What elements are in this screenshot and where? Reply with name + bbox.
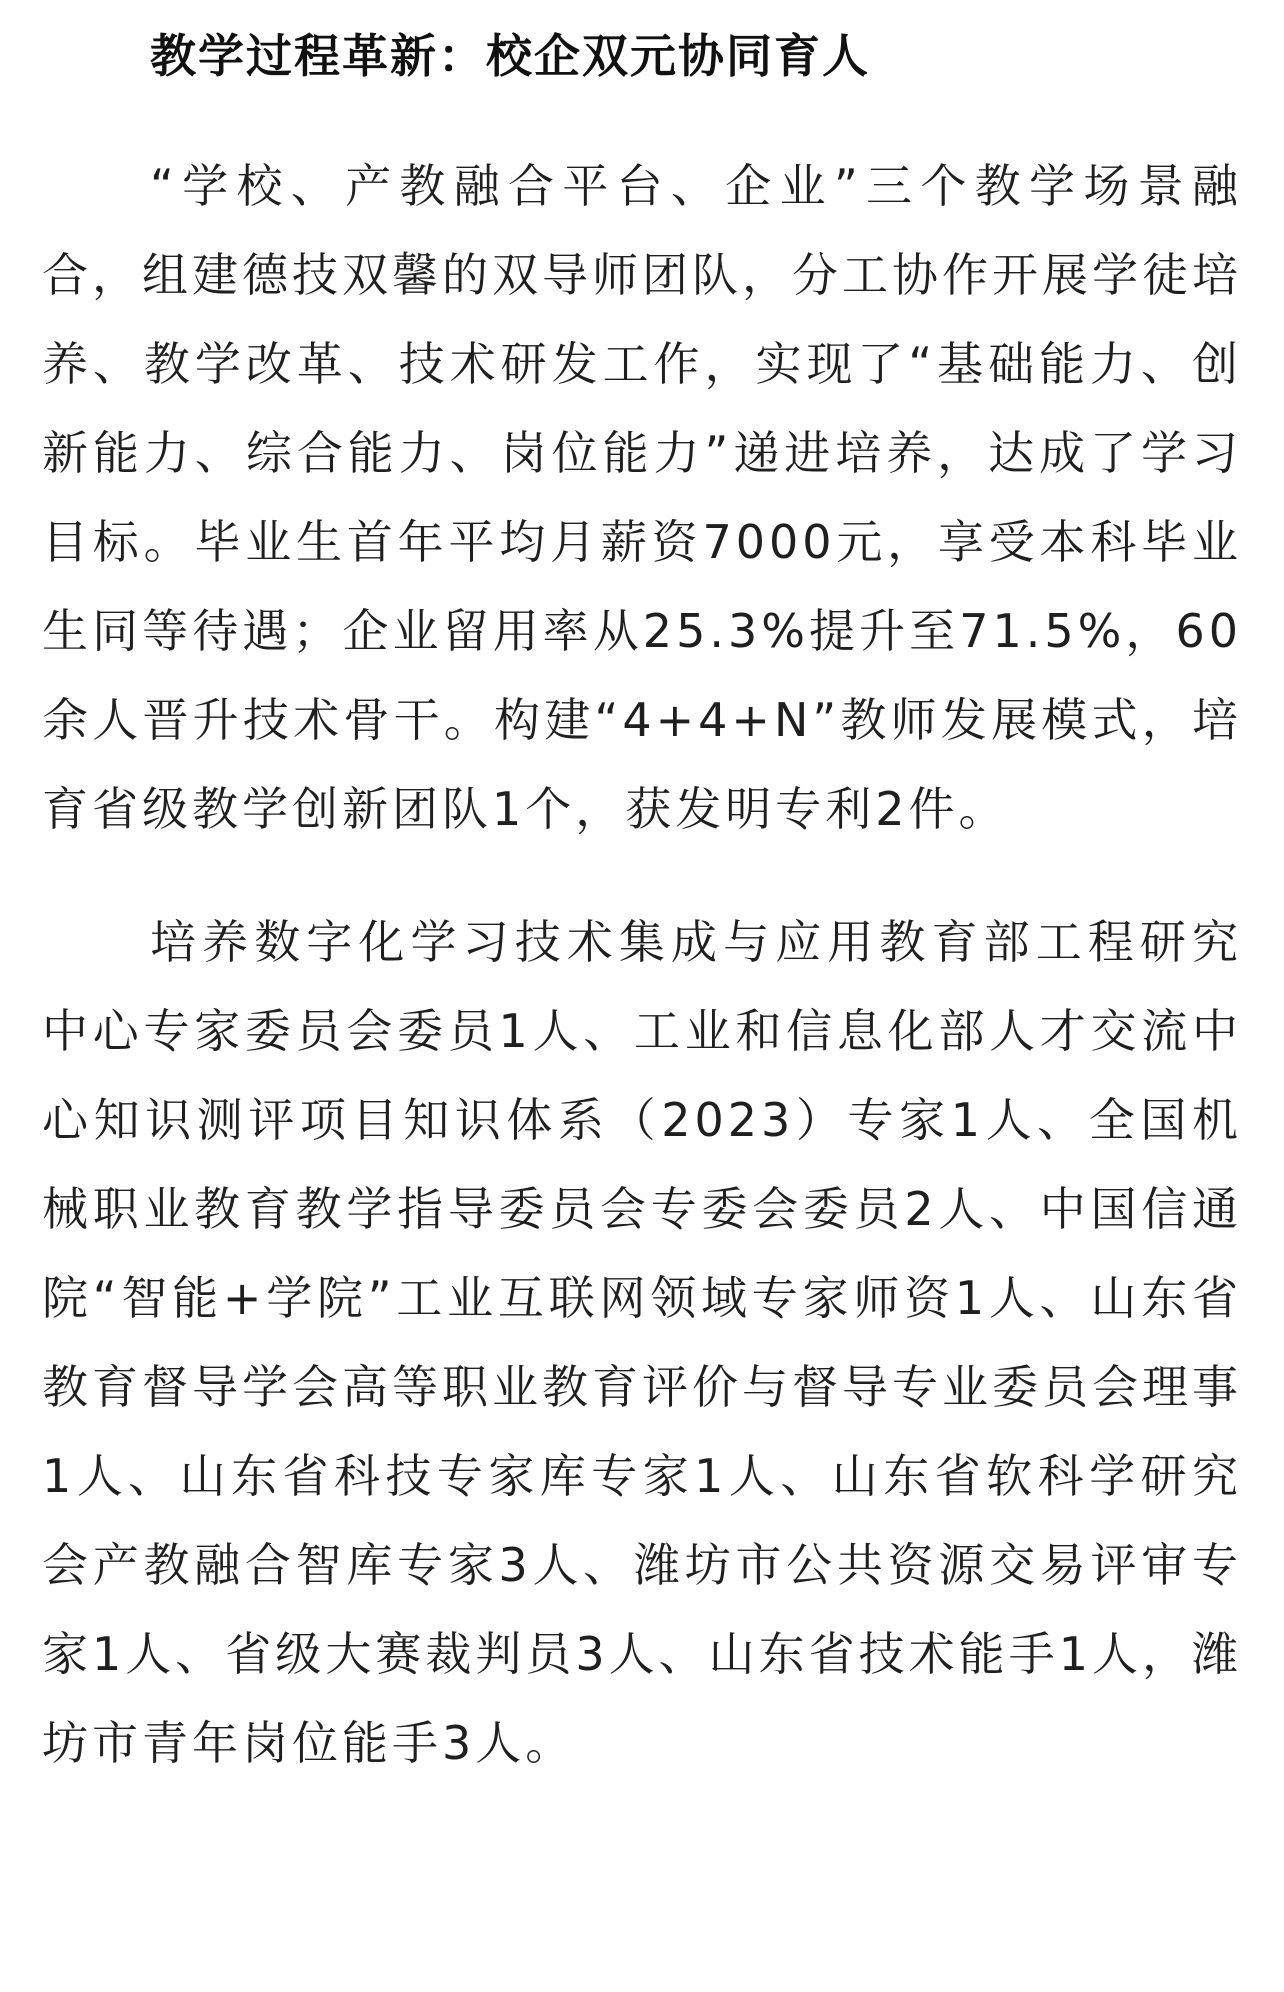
paragraph-teaching-results: “学校、产教融合平台、企业”三个教学场景融合，组建德技双馨的双导师团队，分工协作开展学徒培养、教学改革、技术研发工作，实现了“基础能力、创新能力、综合能力、岗位能力”递进培养，达成了学习目标。毕业生首年平均月薪资7000元，享受本科毕业生同等待遇；企业留用率从25.3%提升至71.5%，60余人晋升技术骨干。构建“4+4+N”教师发展模式，培育省级教学创新团队1个，获发明专利2件。 bbox=[42, 159, 1242, 836]
article-body bbox=[42, 0, 1242, 1788]
section-heading: 教学过程革新：校企双元协同育人 bbox=[150, 29, 870, 83]
paragraph-experts-trained: 培养数字化学习技术集成与应用教育部工程研究中心专家委员会委员1人、工业和信息化部人才交流中心知识测评项目知识体系（2023）专家1人、全国机械职业教育教学指导委员会专委会委员2人、中国信通院“智能+学院”工业互联网领域专家师资1人、山东省教育督导学会高等职业教育评价与督导专业委员会理事1人、山东省科技专家库专家1人、山东省软科学研究会产教融合智库专家3人、潍坊市公共资源交易评审专家1人、省级大赛裁判员3人、山东省技术能手1人，潍坊市青年岗位能手3人。 bbox=[42, 915, 1242, 1770]
